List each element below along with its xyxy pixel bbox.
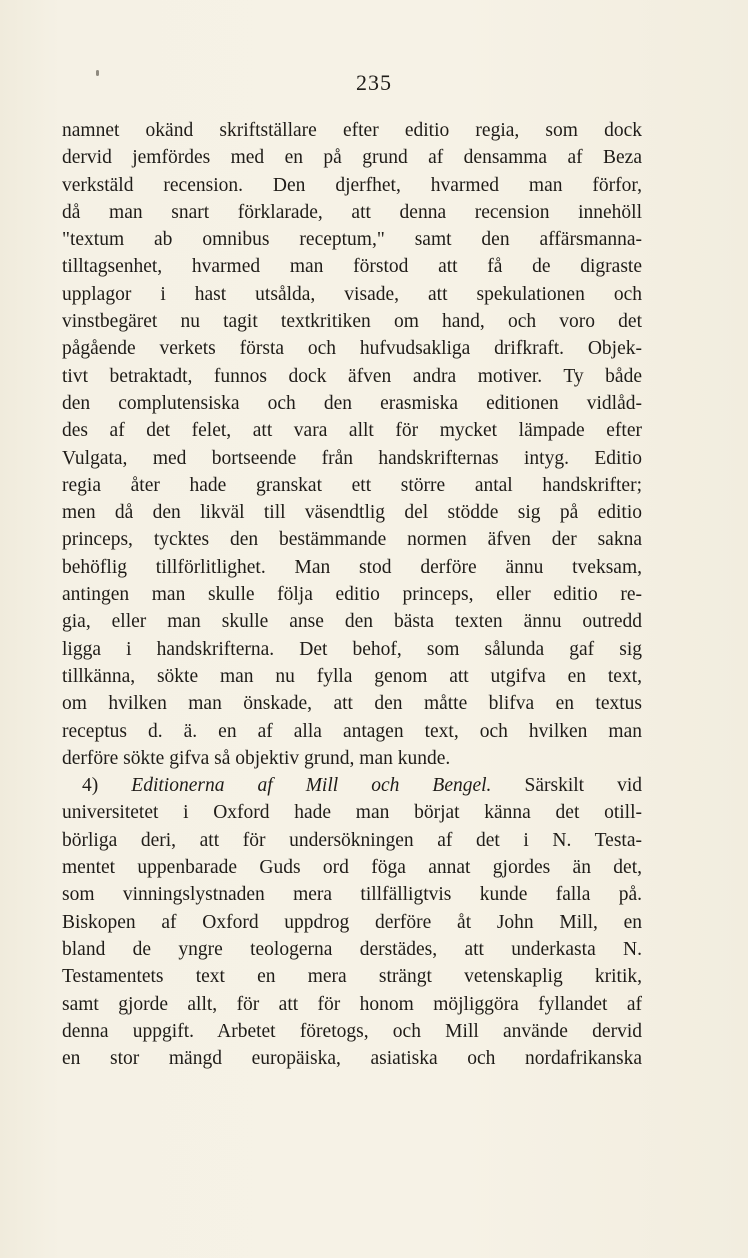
text-line: denna uppgift. Arbetet företogs, och Mill använde dervid — [62, 1020, 642, 1042]
text-line: bland de yngre teologerna derstädes, att underkasta N. — [62, 938, 642, 960]
text-fragment: Särskilt vid — [524, 775, 643, 797]
text-line: receptus d. ä. en af alla antagen text, och hvilken man — [62, 720, 642, 742]
text-line: börliga deri, att för undersökningen af det i N. Testa- — [62, 829, 642, 851]
text-line: gia, eller man skulle anse den bästa texten ännu outredd — [62, 611, 642, 633]
text-line: tilltagsenhet, hvarmed man förstod att få de digraste — [62, 256, 642, 278]
text-line: upplagor i hast utsålda, visade, att spekulationen och — [62, 283, 642, 305]
text-line: dervid jemfördes med en på grund af densamma af Beza — [62, 147, 642, 169]
section-heading: Editionerna af Mill och Bengel. — [131, 775, 492, 797]
text-line: Biskopen af Oxford uppdrog derföre åt John Mill, en — [62, 911, 642, 933]
text-line: pågående verkets första och hufvudsakliga drifkraft. Objek- — [62, 338, 642, 360]
section-heading-line — [62, 772, 642, 799]
text-line: vinstbegäret nu tagit textkritiken om hand, och voro det — [62, 311, 642, 333]
text-line: tivt betraktadt, funnos dock äfven andra motiver. Ty både — [62, 365, 642, 387]
text-line: ligga i handskrifterna. Det behof, som sålunda gaf sig — [62, 638, 642, 660]
text-line: men då den likväl till väsendtlig del stödde sig på editio — [62, 502, 642, 524]
text-line: des af det felet, att vara allt för mycket lämpade efter — [62, 420, 642, 442]
text-line: mentet uppenbarade Guds ord föga annat gjordes än det, — [62, 857, 642, 879]
text-line: derföre sökte gifva så objektiv grund, man kunde. — [62, 747, 451, 769]
text-line: tillkänna, sökte man nu fylla genom att utgifva en text, — [62, 665, 642, 687]
text-line: Vulgata, med bortseende från handskrifternas intyg. Editio — [62, 447, 642, 469]
text-line: princeps, tycktes den bestämmande normen äfven der sakna — [62, 529, 642, 551]
text-line: namnet okänd skriftställare efter editio regia, som dock — [62, 120, 642, 141]
text-line: samt gjorde allt, för att för honom möjliggöra fyllandet af — [62, 993, 642, 1015]
section-number: 4) — [82, 775, 99, 797]
text-line: behöflig tillförlitlighet. Man stod derföre ännu tveksam, — [62, 556, 642, 578]
text-line: då man snart förklarade, att denna recension innehöll — [62, 201, 642, 223]
text-line: den complutensiska och den erasmiska editionen vidlåd- — [62, 392, 642, 414]
text-line: antingen man skulle följa editio princeps, eller editio re- — [62, 584, 642, 606]
text-line: om hvilken man önskade, att den måtte blifva en textus — [62, 693, 642, 715]
text-line: universitetet i Oxford hade man börjat känna det otill- — [62, 802, 642, 824]
text-line: "textum ab omnibus receptum," samt den affärsmanna- — [62, 229, 642, 251]
text-line: verkstäld recension. Den djerfhet, hvarmed man förfor, — [62, 174, 642, 196]
text-line: en stor mängd europäiska, asiatiska och nordafrikanska — [62, 1048, 642, 1070]
text-line: regia åter hade granskat ett större antal handskrifter; — [62, 474, 642, 496]
text-line: som vinningslystnaden mera tillfälligtvis kunde falla på. — [62, 884, 642, 906]
page-number: 235 — [356, 70, 392, 95]
body-text — [62, 117, 642, 1072]
text-line: Testamentets text en mera strängt vetenskaplig kritik, — [62, 966, 642, 988]
